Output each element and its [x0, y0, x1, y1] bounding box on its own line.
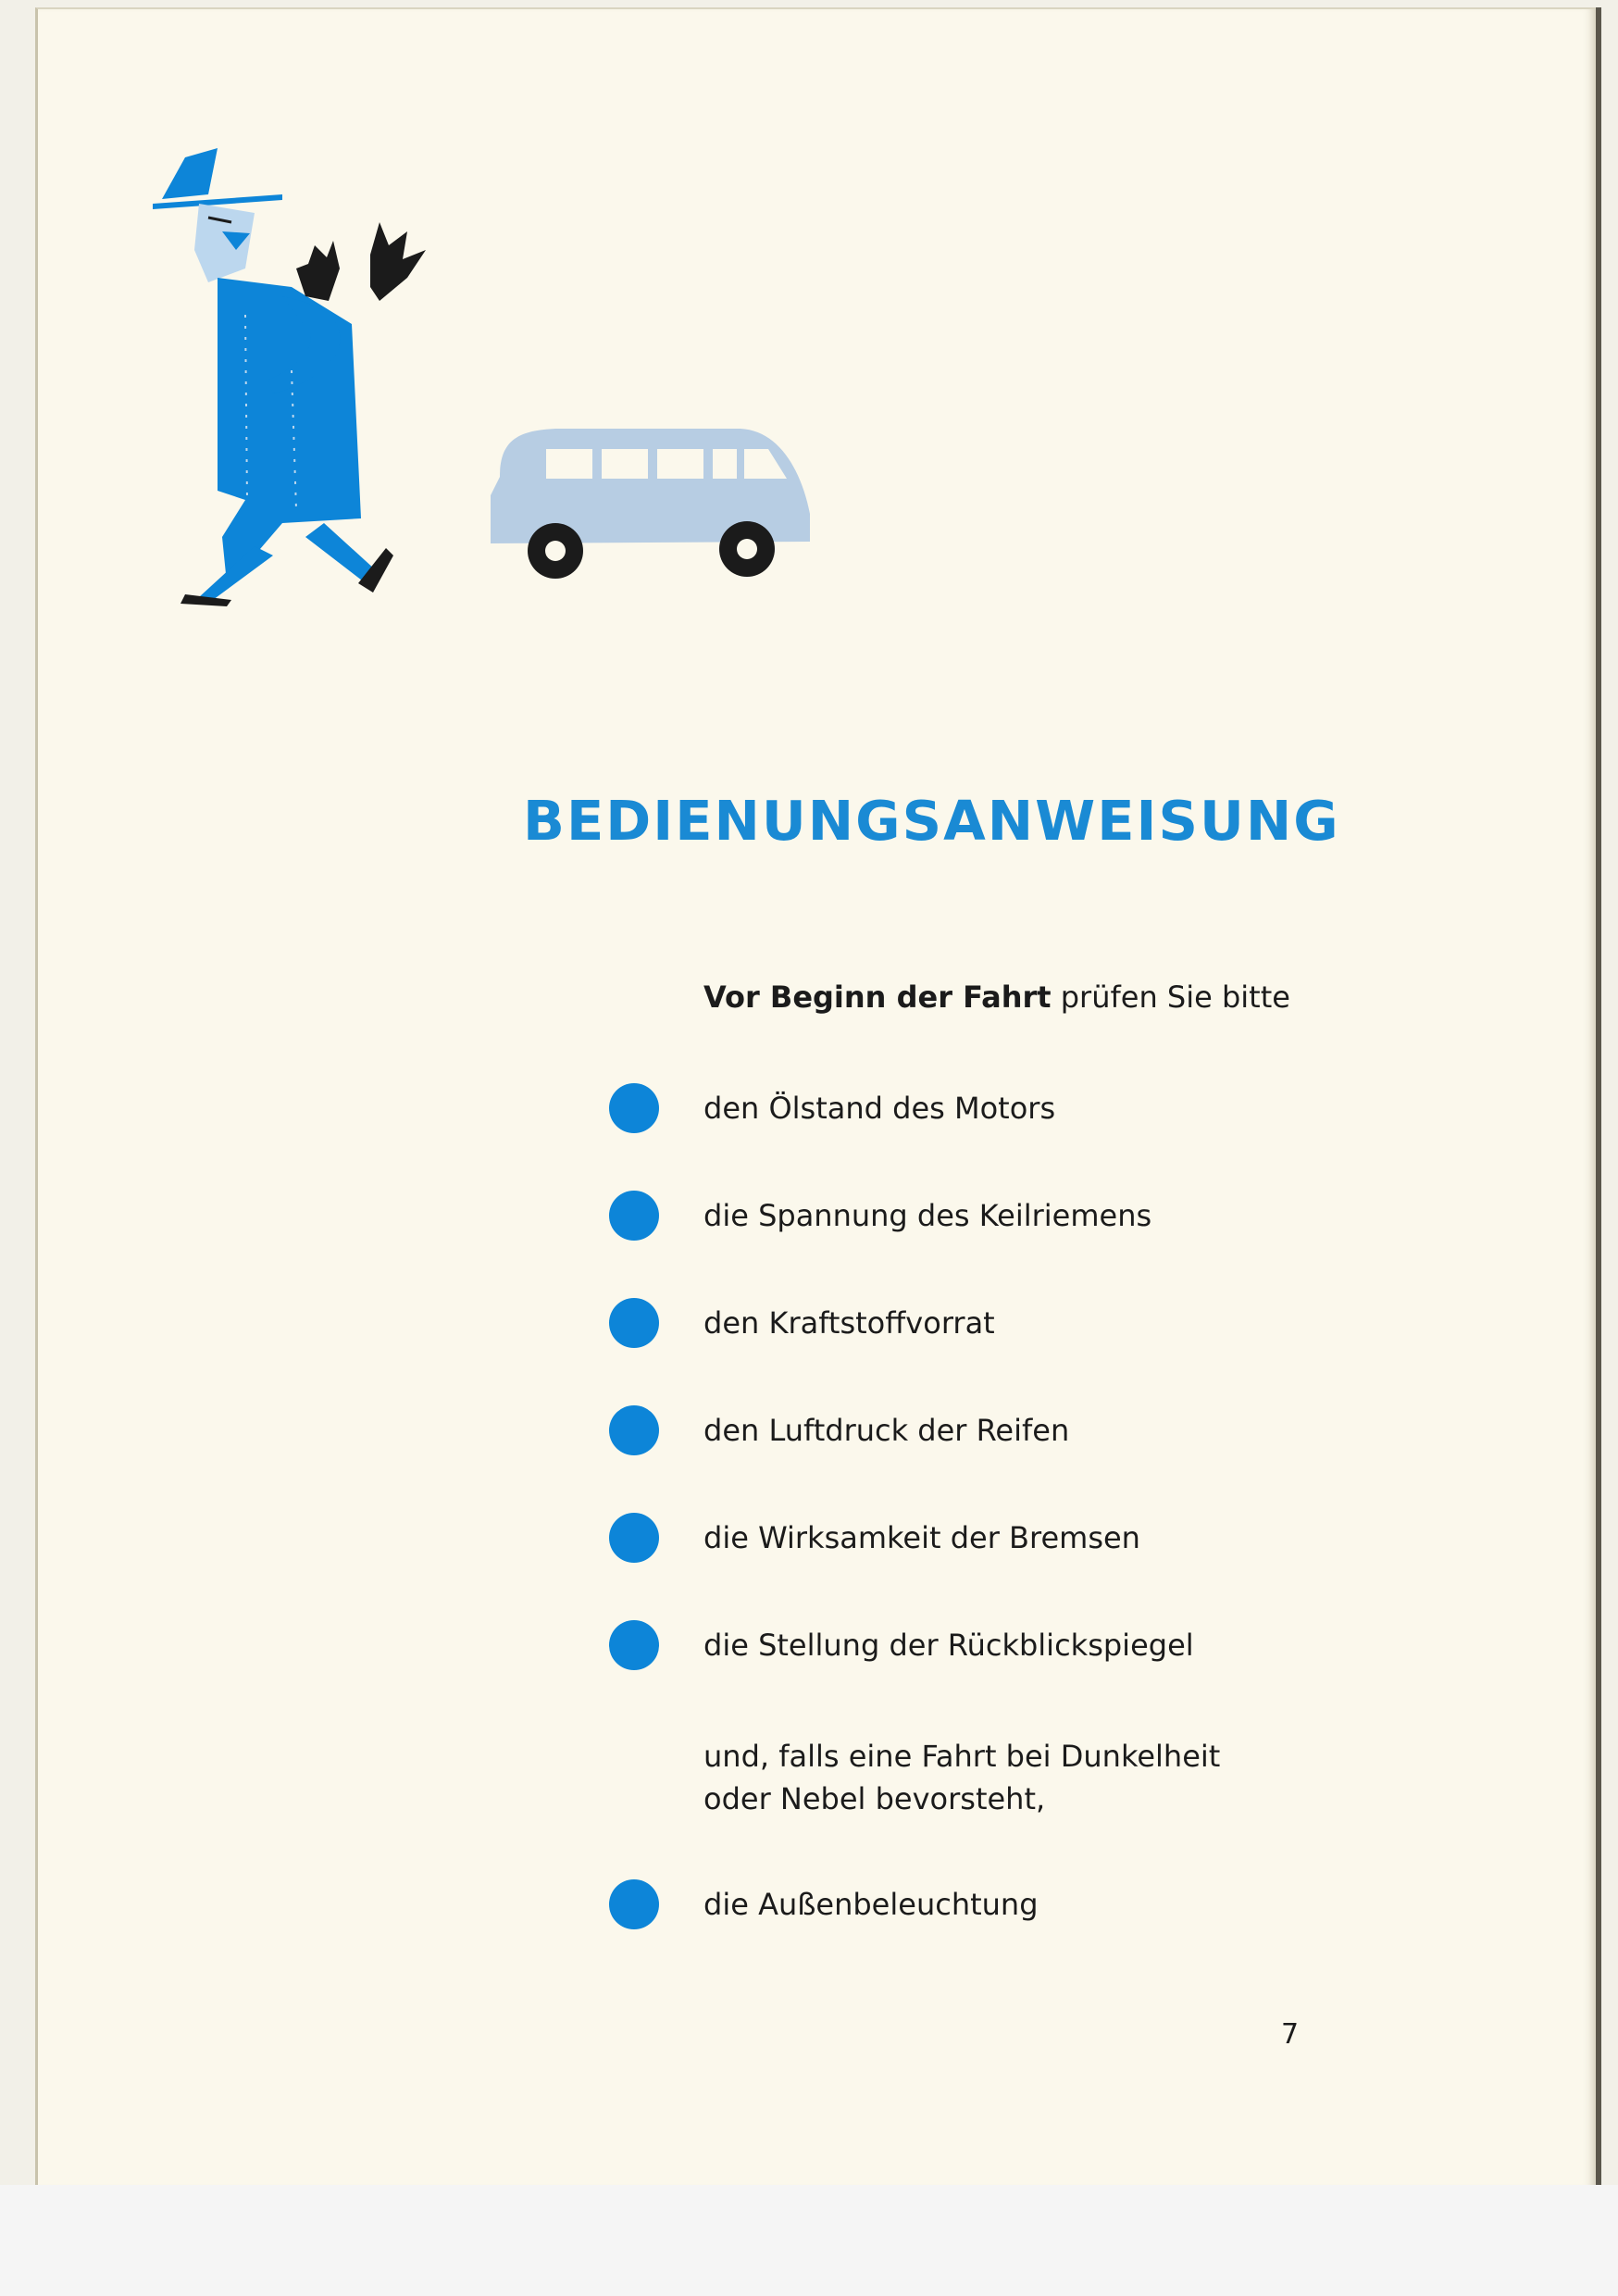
scan-margin — [0, 2185, 1618, 2296]
list-item — [609, 1513, 1313, 1565]
list-item-text: den Ölstand des Motors — [703, 1091, 1056, 1126]
bullet-dot-icon — [609, 1298, 659, 1348]
list-item-text: die Wirksamkeit der Bremsen — [703, 1520, 1140, 1555]
list-item — [609, 1191, 1313, 1242]
page-title: BEDIENUNGSANWEISUNG — [523, 789, 1340, 853]
intro-rest: prüfen Sie bitte — [1051, 980, 1290, 1015]
note-line-1: und, falls eine Fahrt bei Dunkelheit — [703, 1739, 1221, 1774]
page-edge-shadow — [1596, 7, 1601, 2185]
note-line-2: oder Nebel bevorsteht, — [703, 1781, 1046, 1816]
bullet-dot-icon — [609, 1620, 659, 1670]
page-number: 7 — [1281, 2018, 1300, 2051]
list-item — [609, 1405, 1313, 1457]
list-item-text: den Kraftstoffvorrat — [703, 1305, 995, 1341]
walking-man-icon — [143, 148, 440, 611]
intro-text — [703, 980, 1290, 1015]
condition-note — [703, 1735, 1220, 1820]
list-item-text: die Stellung der Rückblickspiegel — [703, 1628, 1194, 1663]
list-item-text: den Luftdruck der Reifen — [703, 1413, 1070, 1448]
list-item — [609, 1083, 1313, 1135]
bullet-dot-icon — [609, 1405, 659, 1455]
bullet-dot-icon — [609, 1513, 659, 1563]
list-item — [609, 1620, 1313, 1672]
intro-bold: Vor Beginn der Fahrt — [703, 980, 1052, 1015]
bullet-dot-icon — [609, 1191, 659, 1241]
bullet-dot-icon — [609, 1083, 659, 1133]
list-item — [609, 1879, 1313, 1931]
bus-icon — [481, 421, 815, 583]
bullet-dot-icon — [609, 1879, 659, 1929]
list-item-text: die Außenbeleuchtung — [703, 1887, 1039, 1922]
list-item — [609, 1298, 1313, 1350]
list-item-text: die Spannung des Keilriemens — [703, 1198, 1152, 1233]
